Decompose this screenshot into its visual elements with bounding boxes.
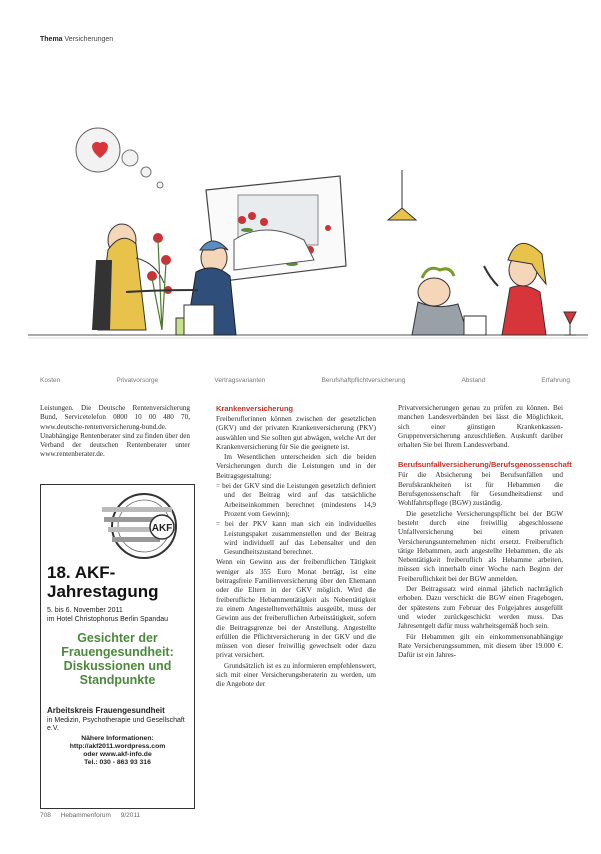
akf-logo (96, 491, 188, 561)
right-column (398, 404, 572, 661)
middle-column (216, 404, 376, 691)
paragraph: Im Wesentlichen unterscheiden sich die beiden Versicherungen durch die Leistungen und in der Beitragsgestaltung: (216, 453, 376, 480)
journal-name: Hebammenforum (60, 812, 111, 819)
bullet-pkv: = bei der PKV kann man sich ein individuelles Leistungspaket zusammenstellen und der Beitrag wird individuell auf das Lebensalter und den Gesundheitszustand berechnet. (216, 520, 376, 557)
tag-item: Erfahrung (541, 377, 570, 384)
paragraph: Der Beitragssatz wird einmal jährlich nachträglich erhoben. Dazu verschickt die BGW einen Fragebogen, der spätestens zum Februar des Folgejahres ausgefüllt und wieder zurückgeschickt werden muss. Das Jahresentgelt dafür muss wahrheitsgemäß hoch sein. (398, 585, 563, 631)
akf-advertisement (40, 484, 195, 809)
tag-item: Privatvorsorge (116, 377, 159, 384)
paragraph: Für die Absicherung bei Berufsunfällen und Berufskrankheiten ist für Hebammen die Berufsgenossenschaft für Gesundheitsdienst und Wohlfahrtspflege (BGW) zuständig. (398, 471, 563, 508)
heading-krankenversicherung: Krankenversicherung (216, 404, 294, 413)
ad-organization (47, 707, 192, 734)
bullet-text: bei der GKV sind die Leistungen gesetzlich definiert und der Beitrag wird auf das tatsächliche Arbeitseinkommen berechnet (mindestens 14,9 Prozent vom Gewinn); (222, 482, 376, 518)
illustration (28, 80, 588, 370)
ad-url-1[interactable]: http://akf2011.wordpress.com (69, 743, 166, 750)
ad-headline: Gesichter der Frauengesundheit: Diskussionen und Standpunkte (61, 631, 174, 687)
ad-phone: Tel.: 030 - 863 93 316 (84, 759, 151, 766)
paragraph: Privatversicherungen genau zu prüfen zu können. Bei manchen Landesverbänden bei lässt die Möglichkeit, sich einer günstigen Krankenkassen-Gruppenversicherung anzuschließen. Auskunft darüber erhalten Sie bei Ihrem Landesverband. (398, 404, 563, 450)
left-column (40, 404, 190, 461)
left-column-text: Leistungen. Die Deutsche Rentenversicherung Bund, Servicetelefon 0800 10 00 480 70, www.deutsche-rentenversicherung-bund.de. Unabhängige Rentenberater sind zu finden über den Verband der deutschen Rentenberater unter www.rentenberater.de. (40, 404, 190, 459)
paragraph: Wenn ein Gewinn aus der freiberuflichen Tätigkeit weniger als 355 Euro Monat beträgt, ist eine beitragsfreie Familienversicherung über den Ehemann oder die Eltern in der GKV möglich. Wird die freiberufliche Hebammentätigkeit als Nebentätigkeit zu einem Angestelltenverhältnis ausgeübt, muss der Gewinn aus der freiberuflichen Arbeitstätigkeit, sofern die Beitragsgrenze bei der Anstellung. Angestellte erfüllen die Pflichtversicherung in der GKV und die müssen von dieser freiwillig gewechselt oder dazu privat versichert. (216, 558, 376, 660)
ad-title: 18. AKF-Jahrestagung (47, 563, 159, 601)
section-topic: Versicherungen (64, 36, 114, 43)
ad-info-label: Nähere Informationen: (81, 735, 154, 742)
akf-logo-text: AKF (151, 523, 173, 534)
ad-date (47, 606, 168, 624)
heading-berufsunfallversicherung: Berufsunfallversicherung/Berufsgenossenschaft (398, 460, 572, 470)
ad-url-2[interactable]: oder www.akf-info.de (83, 751, 152, 758)
tag-bar (40, 377, 570, 384)
tag-item: Kosten (40, 377, 61, 384)
page-footer (40, 812, 148, 819)
paragraph: Für Hebammen gilt ein einkommensunabhängige Rate Versicherungssummen, mit diesem über 19.000 €. Dafür ist ein Jahres- (398, 632, 563, 660)
paragraph: Die gesetzliche Versicherungspflicht bei der BGW besteht durch eine freiwillig abgeschlossene Unfallversicherung bei einem privaten Versicherungsunternehmen nicht ersetzt. Freiberuflich tätige Hebammen, auch angestellte Hebammen, die als Nebentätigkeit freiberuflich als Hebamme arbeiten, müssen sich innerhalb einer Woche nach Beginn der Freiberuflichkeit bei der BGW anmelden. (398, 509, 563, 583)
section-label: Thema (40, 36, 63, 43)
tag-item: Berufshaftpflichtversicherung (321, 377, 406, 384)
ad-org-sub: in Medizin, Psychotherapie und Gesellschaft e.V. (47, 716, 185, 732)
page-number: 708 (40, 812, 51, 819)
bullet-gkv: = bei der GKV sind die Leistungen gesetzlich definiert und der Beitrag wird auf das tatsächliche Arbeitseinkommen berechnet (mindestens 14,9 Prozent vom Gewinn); (216, 482, 376, 518)
section-header (40, 36, 113, 43)
ad-venue: im Hotel Christophorus Berlin Spandau (47, 616, 169, 623)
paragraph: Freiberuflerinnen können zwischen der gesetzlichen (GKV) und der privaten Krankenversicherung (PKV) auswählen und Sie sollten gut abwägen, welche Art der Krankenversicherung für Sie die geeignete ist. (216, 415, 376, 451)
ad-contact (45, 735, 190, 767)
paragraph: Grundsätzlich ist es zu informieren empfehlenswert, sich mit einer Versicherungsberaterin zu werden, um die Angebote der (216, 661, 376, 689)
issue-number: 9/2011 (120, 812, 141, 819)
ad-date-line: 5. bis 6. November 2011 (47, 607, 123, 614)
tag-item: Abstand (461, 377, 486, 384)
tag-item: Vertragsvarianten (214, 377, 266, 384)
ad-org-name: Arbeitskreis Frauengesundheit (47, 706, 165, 715)
bullet-text: bei der PKV kann man sich ein individuelles Leistungspaket zusammenstellen und der Beitrag wird individuell auf das Lebensalter und den Gesundheitszustand berechnet. (224, 520, 376, 557)
